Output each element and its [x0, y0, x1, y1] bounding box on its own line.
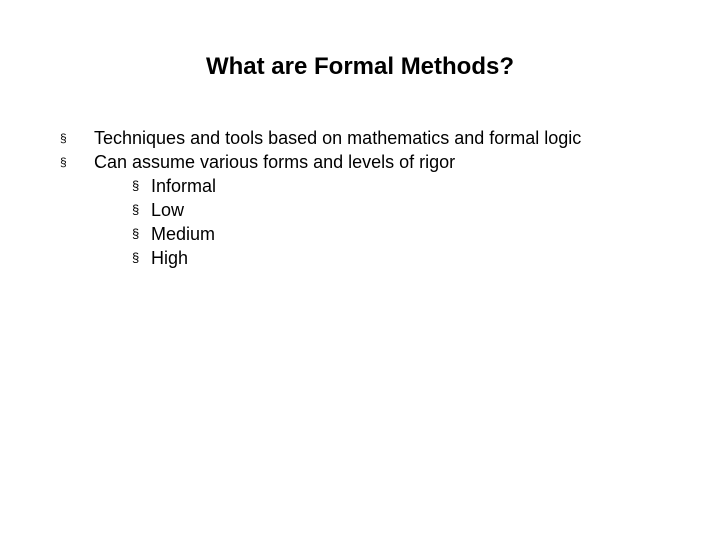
bullet-marker-icon: §	[132, 226, 140, 241]
sub-bullet-text: Informal	[151, 176, 217, 196]
bullet-marker-icon: §	[132, 250, 140, 265]
sub-bullet-item	[132, 174, 216, 198]
bullet-item	[60, 126, 581, 150]
slide-title: What are Formal Methods?	[205, 53, 515, 80]
sub-bullet-text: Low	[151, 200, 185, 220]
bullet-marker-icon: §	[132, 178, 140, 193]
sub-bullet-text: High	[151, 248, 189, 268]
bullet-text: Techniques and tools based on mathematics and formal logic	[94, 128, 582, 148]
bullet-marker-icon: §	[60, 131, 67, 145]
bullet-text: Can assume various forms and levels of rigor	[94, 152, 456, 172]
sub-bullet-item	[132, 222, 215, 246]
sub-bullet-item	[132, 246, 188, 270]
sub-bullet-item	[132, 198, 184, 222]
bullet-marker-icon: §	[132, 202, 140, 217]
bullet-item	[60, 150, 455, 174]
sub-bullet-text: Medium	[151, 224, 216, 244]
bullet-marker-icon: §	[60, 155, 67, 169]
